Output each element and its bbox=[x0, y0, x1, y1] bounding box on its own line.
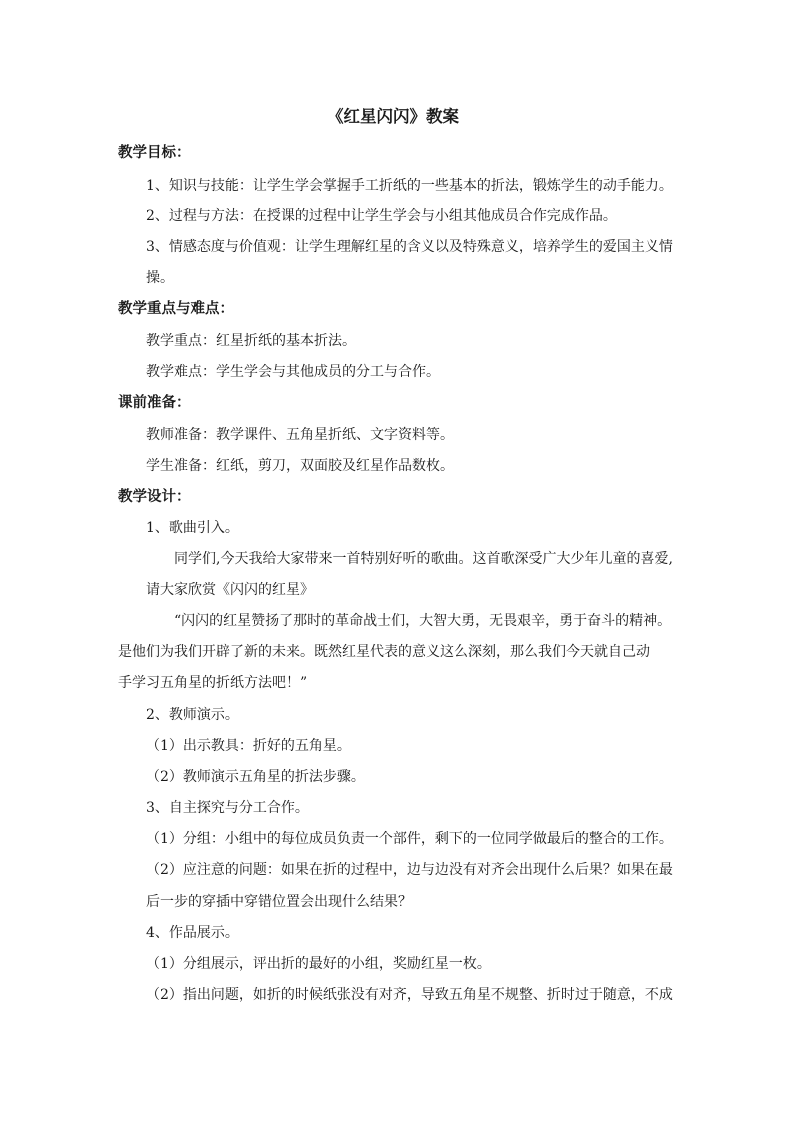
design-line: （1）分组展示，评出折的最好的小组，奖励红星一枚。 bbox=[146, 956, 491, 972]
design-line: （1）出示教具：折好的五角星。 bbox=[146, 738, 351, 754]
design-line: 2、教师演示。 bbox=[146, 707, 239, 723]
design-line: （2）教师演示五角星的折法步骤。 bbox=[146, 769, 365, 785]
design-line: 3、自主探究与分工合作。 bbox=[146, 800, 309, 816]
goal-item: 2、过程与方法：在授课的过程中让学生学会与小组其他成员合作完成作品。 bbox=[146, 208, 617, 224]
design-line: 同学们,今天我给大家带来一首特别好听的歌曲。这首歌深受广大少年儿童的喜爱, bbox=[174, 551, 673, 567]
design-line: 是他们为我们开辟了新的未来。既然红星代表的意义这么深刻，那么我们今天就自己动 bbox=[118, 644, 650, 660]
design-line: （2）指出问题，如折的时候纸张没有对齐，导致五角星不规整、折时过于随意，不成 bbox=[146, 987, 673, 1003]
design-line: 手学习五角星的折纸方法吧！” bbox=[118, 675, 308, 691]
design-line: 4、作品展示。 bbox=[146, 925, 239, 941]
section-heading-preparation: 课前准备： bbox=[118, 394, 191, 411]
design-line: 后一步的穿插中穿错位置会出现什么结果？ bbox=[146, 894, 412, 910]
document-title: 《红星闪闪》教案 bbox=[327, 107, 459, 126]
design-line: （1）分组：小组中的每位成员负责一个部件，剩下的一位同学做最后的整合的工作。 bbox=[146, 831, 673, 847]
section-heading-goals: 教学目标： bbox=[118, 144, 191, 161]
section-heading-key-points: 教学重点与难点： bbox=[118, 300, 234, 317]
goal-item: 3、情感态度与价值观：让学生理解红星的含义以及特殊意义，培养学生的爱国主义情 bbox=[146, 239, 673, 255]
key-point-item: 教学难点：学生学会与其他成员的分工与合作。 bbox=[146, 364, 440, 380]
design-line: 请大家欣赏《闪闪的红星》 bbox=[146, 582, 314, 598]
design-line: “闪闪的红星赞扬了那时的革命战士们，大智大勇，无畏艰辛，勇于奋斗的精神。 bbox=[174, 613, 672, 629]
design-line: 1、歌曲引入。 bbox=[146, 520, 239, 536]
goal-item: 1、知识与技能：让学生学会掌握手工折纸的一些基本的折法，锻炼学生的动手能力。 bbox=[146, 178, 673, 194]
preparation-item: 学生准备：红纸，剪刀，双面胶及红星作品数枚。 bbox=[146, 458, 454, 474]
preparation-item: 教师准备：教学课件、五角星折纸、文字资料等。 bbox=[146, 427, 454, 443]
design-line: （2）应注意的问题：如果在折的过程中，边与边没有对齐会出现什么后果？如果在最 bbox=[146, 862, 673, 878]
goal-item-cont: 操。 bbox=[146, 270, 174, 286]
section-heading-design: 教学设计： bbox=[118, 488, 191, 505]
key-point-item: 教学重点：红星折纸的基本折法。 bbox=[146, 333, 356, 349]
